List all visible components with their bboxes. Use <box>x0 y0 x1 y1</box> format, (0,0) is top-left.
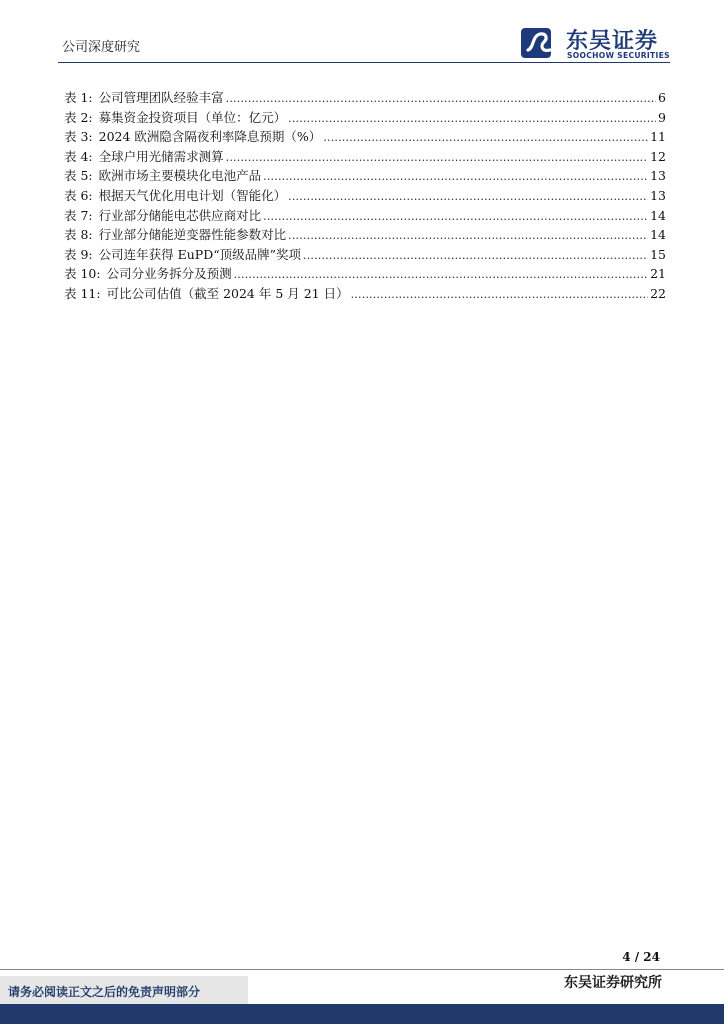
header-label: 公司深度研究 <box>62 40 141 55</box>
toc-label: 表 7: <box>64 207 93 223</box>
toc-title: 全球户用光储需求测算 <box>98 148 224 164</box>
toc-title: 公司连年获得 EuPD“顶级品牌”奖项 <box>98 246 302 262</box>
toc-page: 13 <box>650 187 666 203</box>
soochow-logo-icon <box>520 26 560 60</box>
toc-leader <box>234 268 648 281</box>
institute-name: 东吴证券研究所 <box>564 975 662 991</box>
toc-label: 表 3: <box>64 129 93 145</box>
toc-title: 行业部分储能逆变器性能参数对比 <box>98 227 287 243</box>
toc-leader <box>226 92 656 105</box>
toc-label: 表 9: <box>64 246 93 262</box>
footer-bar <box>0 1004 724 1024</box>
toc-page: 15 <box>650 246 666 262</box>
toc-title: 根据天气优化用电计划（智能化） <box>98 187 287 203</box>
toc-page: 11 <box>650 129 666 145</box>
toc-leader <box>263 170 648 183</box>
toc-label: 表 10: <box>64 266 101 282</box>
footer-rule <box>0 969 724 970</box>
toc-label: 表 6: <box>64 187 93 203</box>
toc-leader <box>263 210 648 223</box>
toc-page: 13 <box>650 168 666 184</box>
toc-page: 14 <box>650 227 666 243</box>
toc-label: 表 2: <box>64 109 93 125</box>
toc-page: 14 <box>650 207 666 223</box>
toc-page: 9 <box>658 109 666 125</box>
toc-page: 12 <box>650 148 666 164</box>
toc-title: 行业部分储能电芯供应商对比 <box>98 207 262 223</box>
toc-entry-2[interactable] <box>64 108 666 128</box>
disclaimer-text: 请务必阅读正文之后的免责声明部分 <box>8 985 201 999</box>
toc-entry-11[interactable] <box>64 284 666 304</box>
toc-label: 表 5: <box>64 168 93 184</box>
toc-title: 公司管理团队经验丰富 <box>98 90 224 105</box>
toc-entry-1[interactable] <box>64 88 666 108</box>
toc-title: 欧洲市场主要模块化电池产品 <box>98 168 262 184</box>
toc-leader <box>323 131 648 144</box>
toc-entry-9[interactable] <box>64 245 666 265</box>
toc-leader <box>288 190 648 203</box>
toc-entry-3[interactable] <box>64 127 666 147</box>
toc-page: 6 <box>658 90 666 105</box>
logo-text-cn: 东吴证券 <box>566 29 659 54</box>
company-logo <box>520 26 680 62</box>
table-of-contents <box>64 88 666 304</box>
toc-title: 可比公司估值（截至 2024 年 5 月 21 日） <box>106 285 349 301</box>
toc-entry-4[interactable] <box>64 147 666 167</box>
toc-entry-8[interactable] <box>64 225 666 245</box>
toc-entry-7[interactable] <box>64 206 666 226</box>
toc-leader <box>288 229 648 242</box>
page-number: 4 / 24 <box>622 950 660 964</box>
toc-label: 表 1: <box>64 90 93 105</box>
header-rule <box>58 62 670 63</box>
toc-label: 表 11: <box>64 285 101 301</box>
toc-page: 21 <box>650 266 666 282</box>
toc-leader <box>303 249 648 262</box>
logo-text-en: SOOCHOW SECURITIES <box>567 51 670 60</box>
toc-title: 募集资金投资项目（单位：亿元） <box>98 109 287 125</box>
toc-leader <box>288 112 656 125</box>
toc-entry-5[interactable] <box>64 166 666 186</box>
toc-leader <box>351 288 648 301</box>
toc-entry-10[interactable] <box>64 264 666 284</box>
toc-label: 表 8: <box>64 227 93 243</box>
toc-title: 公司分业务拆分及预测 <box>106 266 232 282</box>
toc-label: 表 4: <box>64 148 93 164</box>
toc-page: 22 <box>650 285 666 301</box>
toc-leader <box>226 151 648 164</box>
toc-entry-6[interactable] <box>64 186 666 206</box>
toc-title: 2024 欧洲隐含隔夜利率降息预期（%） <box>98 129 322 145</box>
